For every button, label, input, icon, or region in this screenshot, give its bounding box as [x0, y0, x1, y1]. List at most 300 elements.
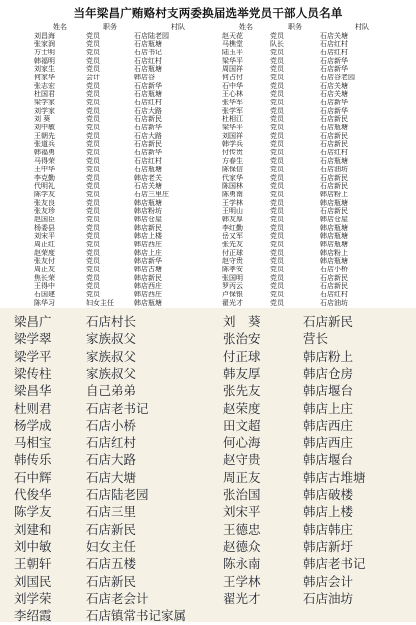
cell-village: 石店红村: [320, 48, 348, 57]
cell-name: 杜国君: [34, 90, 55, 99]
cell-position: 党员: [86, 132, 100, 140]
cell-name: 张国明: [222, 273, 243, 282]
header-name: 姓名: [239, 23, 253, 31]
cell-position: 队长: [270, 40, 284, 49]
table-row: [34, 216, 404, 224]
cell-name: 周正红: [34, 240, 55, 249]
cell-village: 韩店西庄: [134, 282, 162, 290]
cell-village: 石店小桥: [320, 265, 348, 274]
cell-village: 石店瓶塘: [134, 65, 162, 74]
cell-name: 赵天花: [222, 32, 243, 40]
hand-relation: 石店三里: [86, 504, 137, 520]
table-row: [34, 249, 404, 257]
cell-name: 刘国祥: [222, 132, 243, 140]
cell-village: 石店关塘: [134, 182, 162, 190]
cell-position: 党员: [270, 198, 284, 207]
cell-name: 石中华: [222, 82, 243, 90]
cell-name: 韩友厚: [222, 215, 243, 224]
hand-village: 石店新民: [303, 314, 354, 329]
hand-name: 梁昌华: [14, 383, 52, 399]
hand-name: 李绍霞: [14, 608, 52, 624]
cell-name: 陆玉平: [222, 48, 243, 57]
cell-position: 党员: [270, 107, 284, 115]
cell-name: 王中华: [34, 165, 55, 174]
header-village: 村队: [355, 23, 369, 31]
cell-village: 石店新民: [320, 115, 348, 124]
cell-village: 韩店粉上: [320, 190, 348, 199]
hand-name: 杜则君: [14, 400, 52, 416]
cell-position: 党员: [86, 98, 100, 107]
hand-village: 韩店新圩: [303, 538, 354, 554]
cell-village: 石店红村: [320, 290, 348, 299]
cell-position: 党员: [270, 98, 284, 107]
table-row: [34, 257, 404, 265]
cell-position: 党员: [86, 40, 100, 49]
cell-name: 赵荣度: [34, 248, 55, 257]
hand-relation: 石店小桥: [86, 417, 137, 433]
cell-name: 方士明: [34, 48, 55, 57]
cell-name: 陈学友: [34, 190, 55, 199]
cell-position: 党员: [270, 73, 284, 82]
hand-name: 梁传柱: [14, 365, 52, 381]
handwritten-row: [10, 329, 410, 348]
hand-relation: 家族叔父: [86, 331, 137, 347]
handwritten-row: [10, 520, 410, 539]
cell-village: 石店新民: [134, 140, 162, 149]
cell-name: 韩福勇: [34, 148, 55, 157]
cell-name: 何占付: [222, 73, 243, 82]
hand-village: 韩店上庄: [303, 400, 354, 416]
table-row: [34, 166, 404, 174]
cell-name: 张华军: [222, 98, 243, 107]
cell-village: 石店三里庄: [134, 190, 169, 199]
cell-position: 党员: [270, 90, 284, 99]
hand-relation: 石店老会计: [86, 590, 149, 606]
table-row: [34, 207, 404, 215]
cell-name: 王明山: [222, 207, 243, 215]
table-row: [34, 282, 404, 290]
cell-position: 党员: [270, 115, 284, 124]
table-row: [34, 107, 404, 115]
table-row: [34, 174, 404, 182]
cell-position: 党员: [270, 48, 284, 57]
cell-name: 刘学家: [34, 107, 55, 115]
cell-position: 党员: [270, 57, 284, 65]
handwritten-row: [10, 416, 410, 435]
handwritten-name-list: [0, 308, 416, 622]
cell-village: 韩店瓶塘: [134, 299, 162, 307]
cell-position: 党员: [86, 65, 100, 74]
cell-position: 党员: [270, 299, 284, 307]
table-row: [34, 266, 404, 274]
cell-position: 党员: [270, 282, 284, 290]
cell-village: 石店新民: [320, 140, 348, 149]
hand-name: 刘建和: [14, 521, 52, 537]
cell-name: 周国祥: [222, 65, 243, 74]
cell-name: 梁华平: [222, 57, 243, 65]
handwritten-row: [10, 433, 410, 452]
hand-name: 刘中敏: [14, 538, 52, 554]
hand-name: 王朝轩: [14, 556, 52, 572]
cell-name: 罗丙云: [222, 282, 243, 290]
handwritten-row: [10, 312, 410, 331]
cell-name: 陈华习: [34, 299, 55, 307]
cell-name: 张先友: [222, 240, 243, 249]
hand-name: 翟光才: [223, 590, 261, 606]
cell-position: 党员: [86, 257, 100, 265]
cell-name: 岳又军: [222, 232, 243, 240]
hand-village: 韩店西庄: [303, 435, 354, 451]
cell-name: 王心林: [222, 90, 243, 99]
cell-village: 石店红村: [134, 157, 162, 165]
cell-village: 石店瓶塘: [320, 123, 348, 132]
table-row: [34, 241, 404, 249]
cell-position: 党员: [86, 182, 100, 190]
table-row: [34, 115, 404, 123]
cell-village: 石店关塘: [320, 32, 348, 40]
cell-name: 王学林: [222, 198, 243, 207]
cell-village: 石店红村: [320, 148, 348, 157]
cell-village: 韩店瓶塘: [320, 223, 348, 232]
cell-village: 石店新民: [320, 173, 348, 182]
cell-name: 张友付: [34, 257, 55, 265]
cell-position: 党员: [270, 273, 284, 282]
table-row: [34, 232, 404, 240]
header-position: 职务: [288, 23, 302, 31]
handwritten-row: [10, 399, 410, 418]
hand-name: 杨学成: [14, 417, 52, 433]
hand-name: 马相宝: [14, 435, 52, 451]
cell-village: 韩店上楼: [134, 232, 162, 240]
cell-name: 卢保银: [222, 290, 243, 299]
cell-position: 党员: [270, 215, 284, 224]
table-row: [34, 199, 404, 207]
cell-position: 党员: [86, 90, 100, 99]
cell-village: 石店新民: [134, 115, 162, 124]
hand-village: 韩店上楼: [303, 504, 354, 520]
hand-relation: 石店大塘: [86, 469, 137, 485]
cell-village: 石店关塘: [320, 90, 348, 99]
cell-position: 党员: [86, 290, 100, 299]
cell-village: 韩店新民: [134, 223, 162, 232]
cell-village: 韩店仓屋: [320, 215, 348, 224]
cell-name: 付传贵: [222, 148, 243, 157]
cell-village: 韩店瓶塘: [320, 232, 348, 240]
cell-village: 石店新华: [134, 82, 162, 90]
table-row: [34, 49, 404, 57]
cell-name: 王朝先: [34, 132, 55, 140]
table-row: [34, 99, 404, 107]
hand-name: 王德忠: [223, 521, 261, 537]
hand-relation: 家族叔父: [86, 348, 137, 364]
cell-village: 韩店瓶塘: [320, 257, 348, 265]
cell-village: 石店瓶塘: [320, 157, 348, 165]
cell-village: 石店瓶塘: [134, 165, 162, 174]
handwritten-row: [10, 450, 410, 469]
cell-village: 石店红村: [134, 57, 162, 65]
hand-name: 赵荣度: [223, 400, 261, 416]
cell-village: 石店红村: [320, 40, 348, 49]
cell-village: 石店新民: [320, 132, 348, 140]
cell-name: 陈孝安: [222, 265, 243, 274]
hand-name: 付正球: [223, 348, 261, 364]
cell-village: 石店新华: [320, 107, 348, 115]
hand-relation: 家族叔父: [86, 365, 137, 381]
hand-relation: 石店新民: [86, 521, 137, 537]
cell-village: 石店瓶塘: [134, 40, 162, 49]
hand-village: 韩店古堆塘: [303, 469, 366, 485]
hand-name: 石中辉: [14, 469, 52, 485]
cell-village: 韩店瓶塘: [320, 240, 348, 249]
cell-position: 妇女主任: [86, 299, 114, 307]
table-row: [34, 57, 404, 65]
cell-position: 党员: [86, 248, 100, 257]
hand-name: 陈永南: [223, 556, 261, 572]
table-row: [34, 191, 404, 199]
cell-position: 党员: [86, 282, 100, 290]
hand-name: 刘 葵: [223, 314, 261, 329]
handwritten-row: [10, 537, 410, 556]
hand-name: 赵德众: [223, 538, 261, 554]
table-row: [34, 132, 404, 140]
cell-name: 刘宋平: [34, 232, 55, 240]
hand-village: 韩店西庄: [303, 417, 354, 433]
cell-position: 党员: [86, 165, 100, 174]
cell-village: 韩店上庄: [134, 248, 162, 257]
cell-position: 党员: [86, 265, 100, 274]
cell-village: 韩店新民: [134, 273, 162, 282]
cell-position: 党员: [270, 182, 284, 190]
hand-village: 韩店韩庄: [303, 521, 354, 537]
hand-village: 韩店粉上: [303, 348, 354, 364]
cell-name: 韩福明: [34, 57, 55, 65]
cell-name: 马得荣: [34, 157, 55, 165]
hand-relation: 自己弟弟: [86, 383, 137, 399]
hand-relation: 石店红村: [86, 435, 137, 451]
cell-name: 梁华平: [222, 123, 243, 132]
hand-name: 刘国民: [14, 573, 52, 589]
hand-relation: 石店老书记: [86, 400, 149, 416]
cell-position: 党员: [270, 165, 284, 174]
cell-position: 党员: [270, 240, 284, 249]
handwritten-row: [10, 572, 410, 591]
table-row: [34, 149, 404, 157]
cell-name: 陈勇南: [222, 190, 243, 199]
handwritten-row: [10, 468, 410, 487]
cell-village: 石店油坊: [320, 299, 348, 307]
hand-village: 韩店堰台: [303, 452, 354, 468]
cell-village: 石店新华: [320, 98, 348, 107]
cell-village: 石店红村: [134, 98, 162, 107]
cell-position: 党员: [86, 148, 100, 157]
cell-name: 刘昌海: [34, 32, 55, 40]
hand-name: 陈学友: [14, 504, 52, 520]
cell-village: 石店新民: [320, 282, 348, 290]
cell-position: 党员: [270, 265, 284, 274]
cell-position: 党员: [270, 65, 284, 74]
cell-name: 刘家生: [34, 65, 55, 74]
cell-name: 焦长荣: [34, 273, 55, 282]
cell-name: 赵守贵: [222, 257, 243, 265]
cell-name: 陈保信: [222, 165, 243, 174]
cell-name: 杨委县: [34, 223, 55, 232]
cell-position: 党员: [270, 232, 284, 240]
table-row: [34, 32, 404, 40]
cell-village: 石店新民: [320, 182, 348, 190]
cell-village: 韩店粉上: [320, 248, 348, 257]
handwritten-row: [10, 554, 410, 573]
cell-position: 党员: [86, 190, 100, 199]
cell-village: 韩店瓶塘: [134, 198, 162, 207]
cell-name: 张友珍: [34, 207, 55, 215]
cell-village: 韩店瓶塘: [320, 198, 348, 207]
cell-position: 党员: [86, 115, 100, 124]
table-row: [34, 274, 404, 282]
table-body: [34, 32, 404, 307]
cell-position: 党员: [86, 157, 100, 165]
cell-name: 周正友: [34, 265, 55, 274]
cell-village: 韩店古塘: [134, 265, 162, 274]
cell-position: 党员: [86, 173, 100, 182]
cell-village: 石店瓶塘: [134, 90, 162, 99]
hand-name: 梁昌广: [14, 314, 52, 329]
cell-position: 党员: [270, 123, 284, 132]
table-row: [34, 182, 404, 190]
cell-village: 韩店新华: [134, 257, 162, 265]
cell-position: 党员: [270, 190, 284, 199]
cell-village: 石店陆老园: [134, 32, 169, 40]
cell-village: 韩店西庄: [134, 240, 162, 249]
cell-name: 张家润: [34, 40, 55, 49]
handwritten-row: [10, 606, 410, 625]
cell-position: 党员: [86, 240, 100, 249]
cell-position: 党员: [86, 123, 100, 132]
cell-name: 何家华: [34, 73, 55, 82]
cell-village: 石店新民: [320, 273, 348, 282]
cell-name: 梁学家: [34, 98, 55, 107]
hand-relation: 妇女主任: [86, 538, 137, 554]
cell-name: 张道兵: [34, 140, 55, 149]
table-header-row: [34, 23, 404, 32]
hand-relation: 石店新民: [86, 573, 137, 589]
cell-position: 党员: [86, 207, 100, 215]
cell-name: 方春生: [222, 157, 243, 165]
cell-position: 党员: [86, 48, 100, 57]
header-name: 姓名: [53, 23, 67, 31]
table-row: [34, 157, 404, 165]
cell-village: 石店大路: [134, 107, 162, 115]
cell-name: 石国建: [34, 290, 55, 299]
hand-relation: 石店五楼: [86, 556, 137, 572]
hand-name: 梁学平: [14, 348, 52, 364]
hand-village: 韩店仓房: [303, 365, 354, 381]
cell-position: 党员: [86, 107, 100, 115]
hand-name: 韩传乐: [14, 452, 52, 468]
cell-position: 党员: [86, 82, 100, 90]
cell-name: 翟光才: [222, 299, 243, 307]
cell-position: 党员: [270, 257, 284, 265]
cell-name: 代明礼: [34, 182, 55, 190]
cell-village: 石店关塘: [320, 82, 348, 90]
cell-village: 韩店谷: [134, 73, 155, 82]
cell-name: 陈国林: [222, 182, 243, 190]
hand-name: 张先友: [223, 383, 261, 399]
hand-name: 代俊华: [14, 487, 52, 502]
hand-name: 田文超: [223, 417, 261, 433]
hand-name: 刘学荣: [14, 590, 52, 606]
cell-position: 党员: [86, 140, 100, 149]
document-title: 当年梁昌广贿赂村支两委换届选举党员干部人员名单: [73, 6, 343, 20]
cell-name: 代家华: [222, 173, 243, 182]
cell-village: 石店新华: [134, 123, 162, 132]
handwritten-row: [10, 485, 410, 504]
table-row: [34, 74, 404, 82]
table-row: [34, 299, 404, 307]
handwritten-row: [10, 364, 410, 383]
hand-name: 张治国: [223, 487, 261, 502]
cell-position: 党员: [270, 148, 284, 157]
hand-village: 韩店破楼: [303, 487, 354, 502]
hand-village: 韩店老书记: [303, 556, 366, 572]
hand-relation: 石店镇常书记家属: [86, 608, 187, 624]
cell-position: 党员: [86, 215, 100, 224]
cell-position: 党员: [270, 173, 284, 182]
cell-village: 韩店西庄: [134, 290, 162, 299]
hand-village: 营长: [303, 331, 329, 347]
table-row: [34, 65, 404, 73]
hand-village: 石店油坊: [303, 590, 354, 606]
cell-village: 石店新民: [320, 207, 348, 215]
cell-position: 党员: [86, 273, 100, 282]
cell-name: 赵国臣: [34, 215, 55, 224]
cell-village: 石店新华: [320, 65, 348, 74]
table-row: [34, 82, 404, 90]
hand-name: 王学林: [223, 573, 261, 589]
cell-village: 石店书记: [134, 48, 162, 57]
cell-position: 党员: [86, 57, 100, 65]
cell-village: 韩店粉坊: [134, 207, 162, 215]
header-position: 职务: [103, 23, 117, 31]
cell-position: 党员: [86, 32, 100, 40]
cell-name: 张友良: [34, 198, 55, 207]
handwritten-row: [10, 502, 410, 521]
cell-name: 李红勤: [222, 223, 243, 232]
cell-position: 党员: [86, 232, 100, 240]
cell-position: 党员: [270, 290, 284, 299]
cell-position: 党员: [270, 140, 284, 149]
table-row: [34, 224, 404, 232]
handwritten-row: [10, 347, 410, 366]
cell-position: 党员: [270, 157, 284, 165]
cell-position: 党员: [270, 248, 284, 257]
cell-name: 刘中敏: [34, 123, 55, 132]
cell-village: 石店谷老园: [320, 73, 355, 82]
cell-position: 党员: [270, 223, 284, 232]
hand-village: 韩店会计: [303, 573, 354, 589]
hand-village: 韩店堰台: [303, 383, 354, 399]
cell-village: 韩店老关: [134, 173, 162, 182]
cell-name: 张学军: [222, 107, 243, 115]
cell-village: 石店大路: [134, 132, 162, 140]
hand-name: 梁学翠: [14, 331, 52, 347]
cell-name: 李克勤: [34, 173, 55, 182]
table-row: [34, 124, 404, 132]
cell-village: 韩店仓屋: [134, 215, 162, 224]
cell-position: 党员: [270, 207, 284, 215]
cell-name: 王得中: [34, 282, 55, 290]
cell-name: 付正球: [222, 248, 243, 257]
hand-name: 刘宋平: [223, 504, 261, 520]
